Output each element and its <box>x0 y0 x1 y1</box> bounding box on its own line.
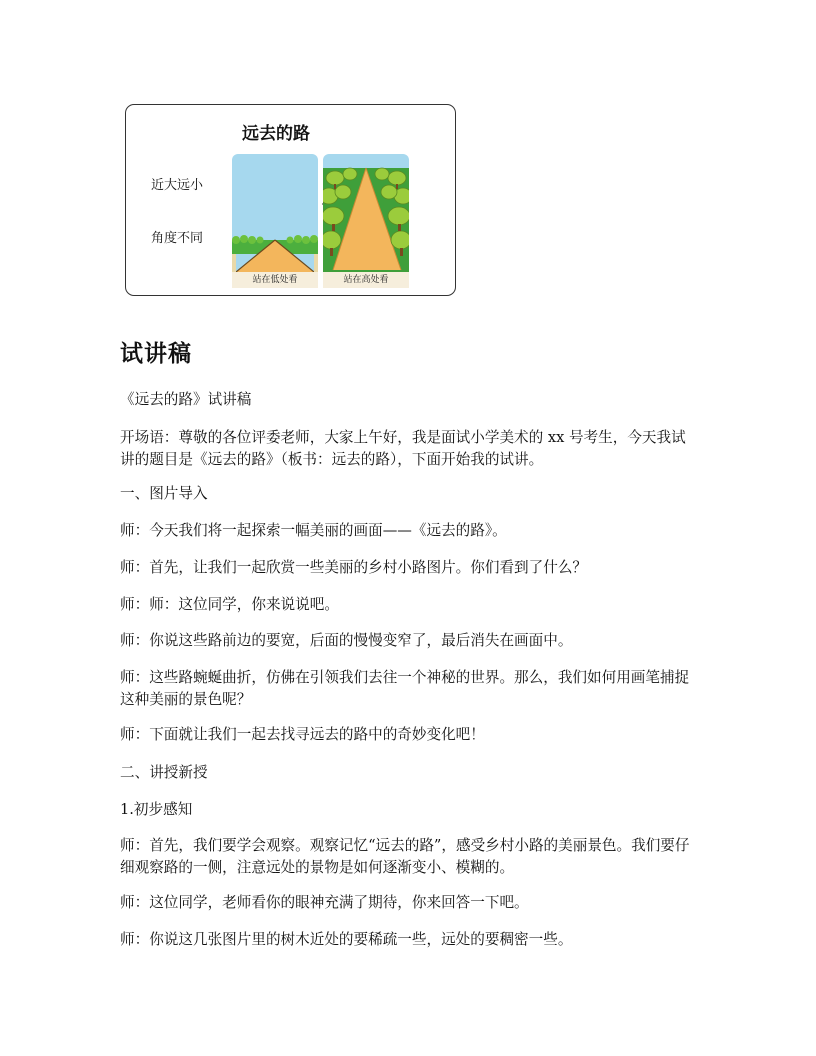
paragraph: 一、图片导入 <box>120 485 208 502</box>
road-low-view-picture <box>232 154 318 288</box>
caption-low-view: 站在低处看 <box>232 272 318 288</box>
paragraph: 师：这位同学，老师看你的眼神充满了期待，你来回答一下吧。 <box>120 894 529 911</box>
board-figure <box>125 104 456 296</box>
paragraph: 师：今天我们将一起探索一幅美丽的画面——《远去的路》。 <box>120 522 507 539</box>
paragraph: 1.初步感知 <box>120 801 193 818</box>
paragraph: 师：下面就让我们一起去找寻远去的路中的奇妙变化吧！ <box>120 726 485 743</box>
paragraph: 师：你说这几张图片里的树木近处的要稀疏一些，远处的要稠密一些。 <box>120 931 573 948</box>
board-title: 远去的路 <box>242 124 310 144</box>
note-near-big-far-small: 近大远小 <box>151 178 204 193</box>
paragraph: 师：首先，我们要学会观察。观察记忆“远去的路”，感受乡村小路的美丽景色。我们要仔细观察路的一侧，注意远处的景物是如何逐渐变小、模糊的。 <box>120 837 690 876</box>
paragraph: 师：首先，让我们一起欣赏一些美丽的乡村小路图片。你们看到了什么？ <box>120 559 588 576</box>
paragraph: 师：你说这些路前边的要宽，后面的慢慢变窄了，最后消失在画面中。 <box>120 632 573 649</box>
paragraph: 二、讲授新授 <box>120 764 208 781</box>
caption-high-view: 站在高处看 <box>323 272 409 288</box>
page-title: 试讲稿 <box>120 341 192 367</box>
paragraph: 《远去的路》试讲稿 <box>120 391 252 408</box>
paragraph: 师：师：这位同学，你来说说吧。 <box>120 596 339 613</box>
road-high-view-picture <box>323 154 409 288</box>
note-different-angle: 角度不同 <box>151 231 204 246</box>
paragraph: 开场语：尊敬的各位评委老师，大家上午好，我是面试小学美术的 xx 号考生，今天我试讲的题目是《远去的路》（板书：远去的路），下面开始我的试讲。 <box>120 429 686 468</box>
paragraph: 师：这些路蜿蜒曲折，仿佛在引领我们去往一个神秘的世界。那么，我们如何用画笔捕捉这种美丽的景色呢？ <box>120 669 690 708</box>
